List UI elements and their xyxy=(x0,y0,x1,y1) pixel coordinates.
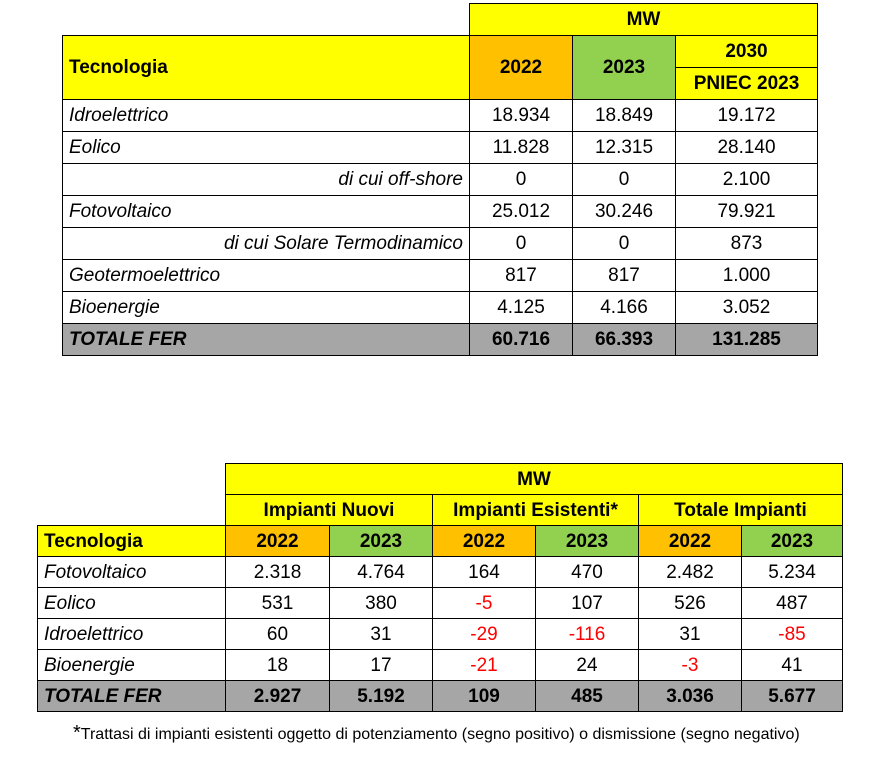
year-header-2022: 2022 xyxy=(433,526,536,557)
table-row xyxy=(63,100,818,132)
value-2022: 18.934 xyxy=(470,100,573,132)
tech-label: Eolico xyxy=(38,588,226,619)
table-row xyxy=(38,588,843,619)
group-header-existing: Impianti Esistenti* xyxy=(433,495,639,526)
table-row xyxy=(38,557,843,588)
year-header-2022: 2022 xyxy=(639,526,742,557)
existing-2023: -116 xyxy=(536,619,639,650)
total-existing-2022: 109 xyxy=(433,681,536,712)
new-2022: 531 xyxy=(226,588,330,619)
value-2022: 0 xyxy=(470,164,573,196)
table-row xyxy=(38,650,843,681)
table-row xyxy=(63,228,818,260)
value-2023: 30.246 xyxy=(573,196,676,228)
table-header-row xyxy=(38,495,843,526)
total-new-2022: 2.927 xyxy=(226,681,330,712)
year-header-2022: 2022 xyxy=(226,526,330,557)
total-label: TOTALE FER xyxy=(38,681,226,712)
new-2022: 60 xyxy=(226,619,330,650)
new-2023: 17 xyxy=(330,650,433,681)
year-header-2023: 2023 xyxy=(742,526,843,557)
tech-sublabel: di cui off-shore xyxy=(63,164,470,196)
existing-2022: -21 xyxy=(433,650,536,681)
blank-cell xyxy=(38,495,226,526)
pniec-header: PNIEC 2023 xyxy=(676,68,818,100)
value-2030: 1.000 xyxy=(676,260,818,292)
value-2023: 0 xyxy=(573,228,676,260)
total-2022: 526 xyxy=(639,588,742,619)
total-row xyxy=(63,324,818,356)
new-2022: 2.318 xyxy=(226,557,330,588)
value-2030: 3.052 xyxy=(676,292,818,324)
value-2030: 2.100 xyxy=(676,164,818,196)
mw-header: MW xyxy=(470,4,818,36)
tech-label: Geotermoelettrico xyxy=(63,260,470,292)
total-2023: 5.234 xyxy=(742,557,843,588)
year-header-2030: 2030 xyxy=(676,36,818,68)
total-2023: 66.393 xyxy=(573,324,676,356)
footnote-star: * xyxy=(73,722,81,744)
value-2023: 0 xyxy=(573,164,676,196)
total-2022: 2.482 xyxy=(639,557,742,588)
value-2023: 817 xyxy=(573,260,676,292)
new-2023: 380 xyxy=(330,588,433,619)
value-2030: 19.172 xyxy=(676,100,818,132)
value-2023: 18.849 xyxy=(573,100,676,132)
total-2023: 487 xyxy=(742,588,843,619)
total-existing-2023: 485 xyxy=(536,681,639,712)
value-2030: 28.140 xyxy=(676,132,818,164)
existing-2023: 24 xyxy=(536,650,639,681)
value-2030: 79.921 xyxy=(676,196,818,228)
table-header-row xyxy=(38,526,843,557)
tech-label: Bioenergie xyxy=(63,292,470,324)
group-header-total: Totale Impianti xyxy=(639,495,843,526)
existing-2022: -5 xyxy=(433,588,536,619)
total-row xyxy=(38,681,843,712)
year-header-2022: 2022 xyxy=(470,36,573,100)
year-header-2023: 2023 xyxy=(536,526,639,557)
value-2023: 12.315 xyxy=(573,132,676,164)
value-2022: 0 xyxy=(470,228,573,260)
new-2022: 18 xyxy=(226,650,330,681)
table-header-row xyxy=(63,4,818,36)
table-row xyxy=(63,196,818,228)
tech-label: Eolico xyxy=(63,132,470,164)
value-2022: 4.125 xyxy=(470,292,573,324)
total-new-2023: 5.192 xyxy=(330,681,433,712)
tech-label: Idroelettrico xyxy=(38,619,226,650)
blank-cell xyxy=(38,464,226,495)
footnote-text: Trattasi di impianti esistenti oggetto di potenziamento (segno positivo) o dismissione (segno negativo) xyxy=(80,726,800,743)
total-total-2023: 5.677 xyxy=(742,681,843,712)
tech-label: Bioenergie xyxy=(38,650,226,681)
table-row xyxy=(63,260,818,292)
total-label: TOTALE FER xyxy=(63,324,470,356)
total-2022: 60.716 xyxy=(470,324,573,356)
table-row xyxy=(63,132,818,164)
tech-label: Idroelettrico xyxy=(63,100,470,132)
total-total-2022: 3.036 xyxy=(639,681,742,712)
tech-label: Fotovoltaico xyxy=(38,557,226,588)
capacity-table-2030 xyxy=(62,3,818,356)
tech-header: Tecnologia xyxy=(38,526,226,557)
table-header-row xyxy=(38,464,843,495)
tech-header: Tecnologia xyxy=(63,36,470,100)
tech-sublabel: di cui Solare Termodinamico xyxy=(63,228,470,260)
total-2023: 41 xyxy=(742,650,843,681)
table-row xyxy=(38,619,843,650)
mw-header: MW xyxy=(226,464,843,495)
year-header-2023: 2023 xyxy=(573,36,676,100)
value-2022: 25.012 xyxy=(470,196,573,228)
table-row xyxy=(63,292,818,324)
footnote xyxy=(73,722,800,745)
blank-cell xyxy=(63,4,470,36)
value-2022: 817 xyxy=(470,260,573,292)
value-2022: 11.828 xyxy=(470,132,573,164)
existing-2023: 107 xyxy=(536,588,639,619)
new-2023: 4.764 xyxy=(330,557,433,588)
value-2023: 4.166 xyxy=(573,292,676,324)
existing-2022: -29 xyxy=(433,619,536,650)
tech-label: Fotovoltaico xyxy=(63,196,470,228)
value-2030: 873 xyxy=(676,228,818,260)
table-row xyxy=(63,164,818,196)
existing-2023: 470 xyxy=(536,557,639,588)
group-header-new: Impianti Nuovi xyxy=(226,495,433,526)
new-existing-plants-table xyxy=(37,463,843,712)
table-header-row xyxy=(63,36,818,68)
total-2022: -3 xyxy=(639,650,742,681)
total-2023: -85 xyxy=(742,619,843,650)
year-header-2023: 2023 xyxy=(330,526,433,557)
total-2022: 31 xyxy=(639,619,742,650)
new-2023: 31 xyxy=(330,619,433,650)
existing-2022: 164 xyxy=(433,557,536,588)
total-2030: 131.285 xyxy=(676,324,818,356)
